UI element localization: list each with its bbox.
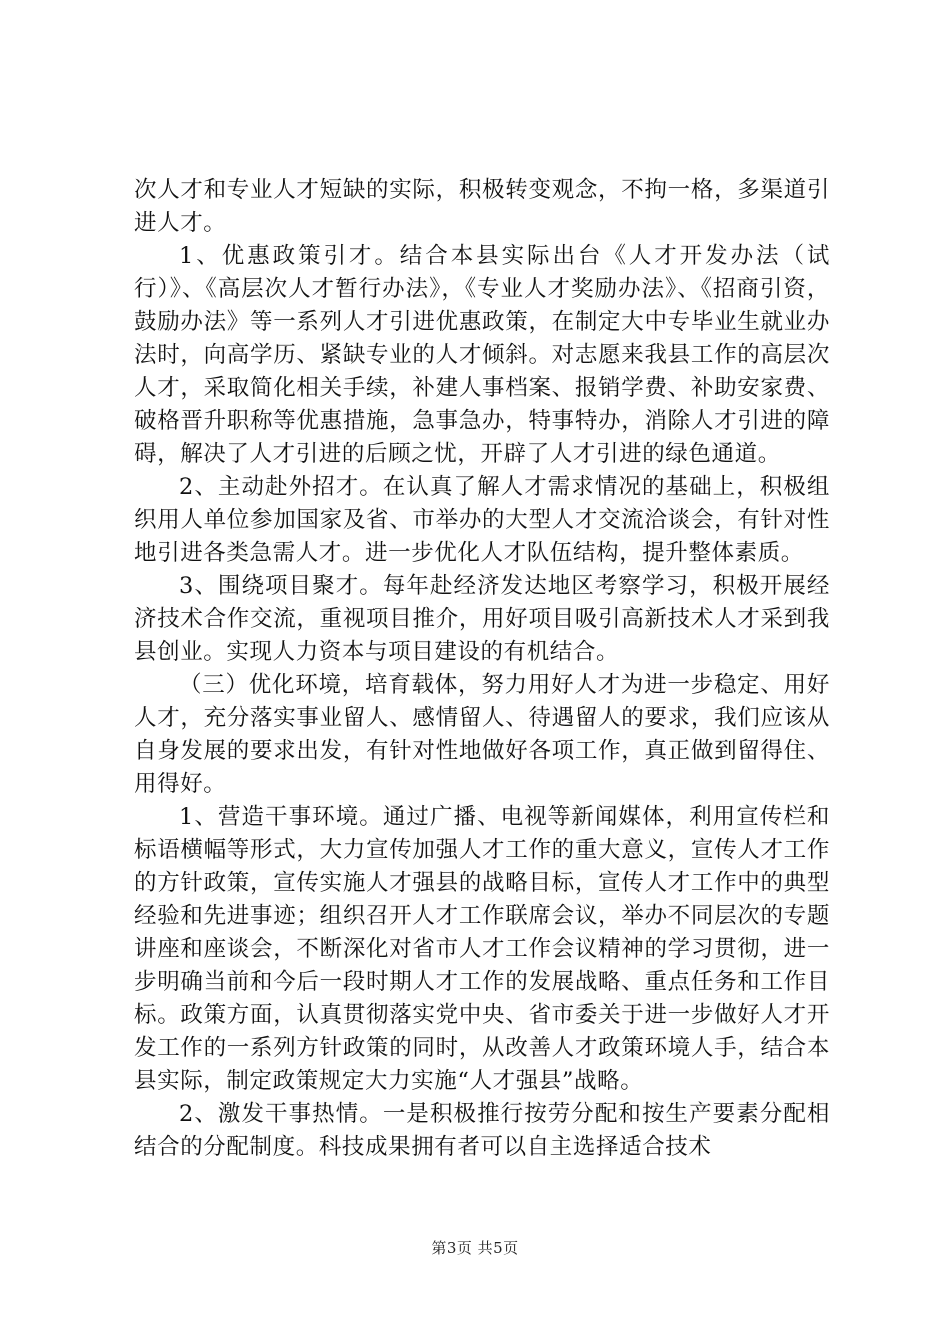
paragraph-work-enthusiasm: 2、激发干事热情。一是积极推行按劳分配和按生产要素分配相结合的分配制度。科技成果拥有者可以自主选择适合技术 <box>134 1101 830 1160</box>
paragraph-continuation: 次人才和专业人才短缺的实际，积极转变观念，不拘一格，多渠道引进人才。 <box>134 177 830 236</box>
document-body <box>134 174 830 1164</box>
paragraph-policy-attract-talent: 1、优惠政策引才。结合本县实际出台《人才开发办法（试行）》、《高层次人才暂行办法》，《专业人才奖励办法》、《招商引资，鼓励办法》等一系列人才引进优惠政策，在制定大中专毕业生就业办法时，向高学历、紧缺专业的人才倾斜。对志愿来我县工作的高层次人才，采取简化相关手续，补建人事档案、报销学费、补助安家费、破格晋升职称等优惠措施，急事急办，特事特办，消除人才引进的障碍，解决了人才引进的后顾之忧，开辟了人才引进的绿色通道。 <box>134 243 830 467</box>
page-number-footer: 第3页 共5页 <box>431 1239 519 1257</box>
paragraph-recruit-externally: 2、主动赴外招才。在认真了解人才需求情况的基础上，积极组织用人单位参加国家及省、市举办的大型人才交流洽谈会，有针对性地引进各类急需人才。进一步优化人才队伍结构，提升整体素质。 <box>134 474 830 566</box>
paragraph-project-gather-talent: 3、围绕项目聚才。每年赴经济发达地区考察学习，积极开展经济技术合作交流，重视项目推介，用好项目吸引高新技术人才采到我县创业。实现人力资本与项目建设的有机结合。 <box>134 573 830 665</box>
paragraph-work-environment: 1、营造干事环境。通过广播、电视等新闻媒体，利用宣传栏和标语横幅等形式，大力宣传加强人才工作的重大意义，宣传人才工作的方针政策，宣传实施人才强县的战略目标，宣传人才工作中的典型经验和先进事迹；组织召开人才工作联席会议，举办不同层次的专题讲座和座谈会，不断深化对省市人才工作会议精神的学习贯彻，进一步明确当前和今后一段时期人才工作的发展战略、重点任务和工作目标。政策方面，认真贯彻落实党中央、省市委关于进一步做好人才开发工作的一系列方针政策的同时，从改善人才政策环境人手，结合本县实际，制定政策规定大力实施“人才强县”战略。 <box>134 804 830 1094</box>
paragraph-section-three: （三）优化环境，培育载体，努力用好人才为进一步稳定、用好人才，充分落实事业留人、感情留人、待遇留人的要求，我们应该从自身发展的要求出发，有针对性地做好各项工作，真正做到留得住、用得好。 <box>134 672 830 797</box>
